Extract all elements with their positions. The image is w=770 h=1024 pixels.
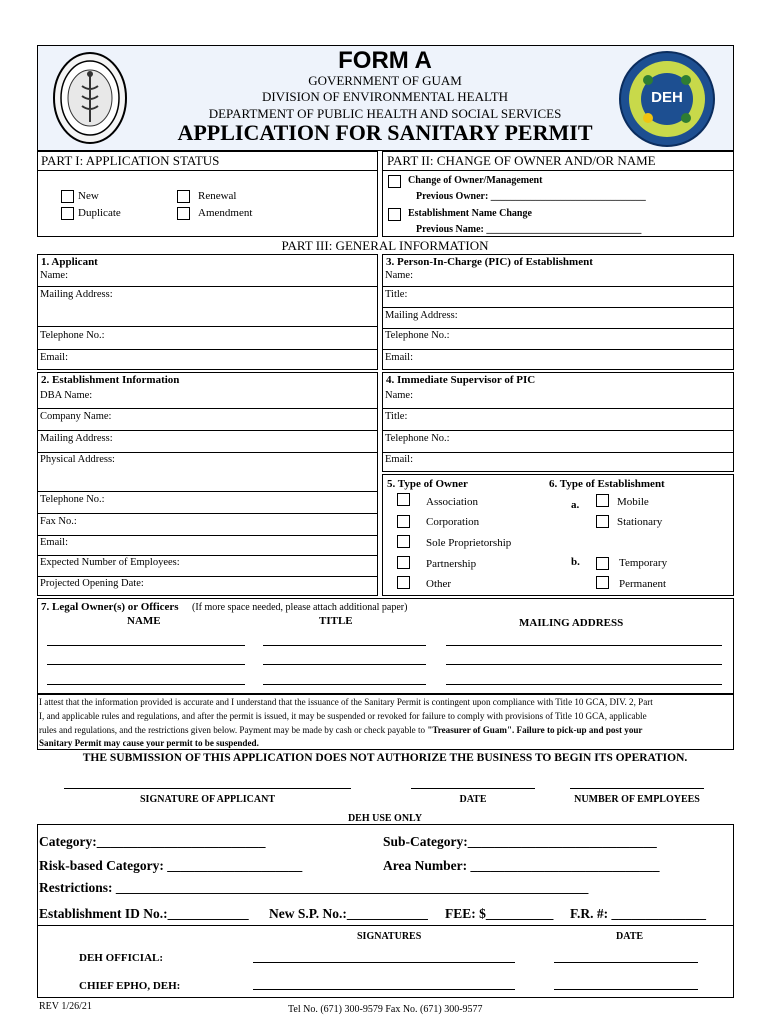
owner-address-line-2[interactable] (446, 664, 722, 665)
pic-phone-label: Telephone No.: (385, 330, 450, 341)
applicant-phone-label: Telephone No.: (40, 330, 105, 341)
part3-title: PART III: GENERAL INFORMATION (281, 238, 489, 253)
owner-type-heading: 5. Type of Owner (387, 478, 468, 490)
sole-proprietorship-checkbox[interactable] (397, 535, 410, 548)
applicant-email-field[interactable] (37, 352, 378, 370)
supervisor-phone-label: Telephone No.: (385, 433, 450, 444)
employees-label: Expected Number of Employees: (40, 557, 180, 568)
duplicate-checkbox[interactable] (61, 207, 74, 220)
establishment-type-a: a. (571, 499, 580, 511)
deh-official-date-line[interactable] (554, 962, 698, 963)
restrictions-field[interactable]: Restrictions: ______________________________________________________________________ (39, 880, 589, 895)
fax-label: Fax No.: (40, 516, 77, 527)
opening-date-label: Projected Opening Date: (40, 578, 144, 589)
pic-email-field[interactable] (382, 352, 734, 370)
company-name-label: Company Name: (40, 411, 112, 422)
name-column-header: NAME (127, 615, 161, 627)
pic-title-label: Title: (385, 289, 408, 300)
deh-official-signature-line[interactable] (253, 962, 515, 963)
employees-signature-line[interactable] (570, 788, 704, 789)
owner-name-line-1[interactable] (47, 645, 245, 646)
attestation-line-4: Sanitary Permit may cause your permit to be suspended. (39, 738, 259, 748)
supervisor-name-label: Name: (385, 390, 413, 401)
change-owner-label: Change of Owner/Management (408, 175, 543, 186)
name-change-label: Establishment Name Change (408, 208, 532, 219)
supervisor-email-field[interactable] (382, 454, 734, 472)
owner-title-line-1[interactable] (263, 645, 426, 646)
physical-address-label: Physical Address: (40, 454, 115, 465)
amendment-checkbox[interactable] (177, 207, 190, 220)
supervisor-title-label: Title: (385, 411, 408, 422)
chief-epho-signature-line[interactable] (253, 989, 515, 990)
employees-field[interactable] (37, 557, 378, 577)
new-sp-field[interactable]: New S.P. No.:____________ (269, 906, 428, 921)
category-field[interactable]: Category:_________________________ (39, 834, 266, 849)
legal-owners-heading: 7. Legal Owner(s) or Officers (41, 601, 179, 613)
government-line: GOVERNMENT OF GUAM (308, 73, 462, 88)
form-title: FORM A (338, 47, 432, 74)
previous-name-field[interactable]: Previous Name: _______________________________ (416, 224, 642, 235)
department-line: DEPARTMENT OF PUBLIC HEALTH AND SOCIAL SERVICES (208, 106, 562, 121)
partnership-label: Partnership (426, 558, 477, 570)
temporary-label: Temporary (619, 557, 668, 569)
mobile-label: Mobile (617, 496, 649, 508)
applicant-phone-field[interactable] (37, 330, 378, 350)
deh-use-only-label: DEH USE ONLY (347, 813, 423, 824)
establishment-id-field[interactable]: Establishment ID No.:____________ (39, 906, 249, 921)
contact-info: Tel No. (671) 300-9579 Fax No. (671) 300-9577 (288, 1004, 483, 1015)
stationary-checkbox[interactable] (596, 515, 609, 528)
area-number-field[interactable]: Area Number: ____________________________ (383, 858, 660, 873)
attestation-line-3a: rules and regulations, and the restrictions given below. Payment may be made by cash or check payable to (39, 725, 428, 735)
dba-name-label: DBA Name: (40, 390, 93, 401)
address-column-header: MAILING ADDRESS (519, 617, 624, 629)
est-email-label: Email: (40, 537, 68, 548)
signatures-header: SIGNATURES (357, 931, 422, 942)
deh-seal-label: DEH (651, 89, 683, 106)
supervisor-title-field[interactable] (382, 411, 734, 431)
renewal-checkbox[interactable] (177, 190, 190, 203)
physical-address-field[interactable] (37, 454, 378, 492)
division-line: DIVISION OF ENVIRONMENTAL HEALTH (261, 89, 509, 104)
stationary-label: Stationary (617, 516, 663, 528)
date-signature-line[interactable] (411, 788, 535, 789)
pic-name-field[interactable] (382, 270, 734, 287)
attestation-line-3b: "Treasurer of Guam". Failure to pick-up and post your (427, 725, 643, 735)
applicant-mailing-label: Mailing Address: (40, 289, 113, 300)
owner-name-line-2[interactable] (47, 664, 245, 665)
sub-category-field[interactable]: Sub-Category:____________________________ (383, 834, 657, 849)
applicant-name-label: Name: (40, 270, 68, 281)
mobile-checkbox[interactable] (596, 494, 609, 507)
establishment-type-b: b. (571, 556, 580, 568)
supervisor-email-label: Email: (385, 454, 413, 465)
part1-title: PART I: APPLICATION STATUS (41, 153, 220, 168)
est-phone-label: Telephone No.: (40, 494, 105, 505)
supervisor-phone-field[interactable] (382, 433, 734, 453)
supervisor-name-field[interactable] (382, 390, 734, 409)
attestation-line-2: I, and applicable rules and regulations, and after the permit is issued, it may be suspended or revoked for failure to comply with provisions of Title 10 GCA, applicable (39, 711, 647, 721)
applicant-signature-line[interactable] (64, 788, 351, 789)
risk-category-field[interactable]: Risk-based Category: ____________________ (39, 858, 303, 873)
renewal-label: Renewal (198, 190, 237, 202)
chief-epho-label: CHIEF EPHO, DEH: (79, 980, 181, 992)
association-checkbox[interactable] (397, 493, 410, 506)
permanent-label: Permanent (619, 578, 667, 590)
applicant-email-label: Email: (40, 352, 68, 363)
previous-owner-field[interactable]: Previous Owner: _______________________________ (416, 191, 646, 202)
pic-phone-field[interactable] (382, 330, 734, 350)
owner-title-line-2[interactable] (263, 664, 426, 665)
association-label: Association (426, 496, 478, 508)
est-mailing-label: Mailing Address: (40, 433, 113, 444)
sole-proprietorship-label: Sole Proprietorship (426, 537, 512, 549)
part2-title-rule (382, 170, 734, 171)
temporary-checkbox[interactable] (596, 557, 609, 570)
supervisor-heading: 4. Immediate Supervisor of PIC (386, 374, 536, 386)
application-title: APPLICATION FOR SANITARY PERMIT (177, 120, 593, 145)
amendment-label: Amendment (198, 207, 253, 219)
owner-address-line-1[interactable] (446, 645, 722, 646)
partnership-checkbox[interactable] (397, 556, 410, 569)
pic-mailing-label: Mailing Address: (385, 310, 458, 321)
pic-heading: 3. Person-In-Charge (PIC) of Establishment (386, 256, 593, 268)
owner-address-line-3[interactable] (446, 684, 722, 685)
applicant-mailing-field[interactable] (37, 289, 378, 327)
legal-owners-note: (If more space needed, please attach additional paper) (192, 602, 408, 613)
date-signature-label: DATE (459, 794, 487, 805)
establishment-type-heading: 6. Type of Establishment (549, 478, 665, 490)
owner-title-line-3[interactable] (263, 684, 426, 685)
applicant-signature-label: SIGNATURE OF APPLICANT (139, 794, 275, 805)
new-label: New (78, 190, 99, 202)
other-owner-label: Other (426, 578, 452, 590)
pic-email-label: Email: (385, 352, 413, 363)
duplicate-label: Duplicate (78, 207, 121, 219)
name-change-checkbox[interactable] (388, 208, 401, 221)
pic-mailing-field[interactable] (382, 310, 734, 329)
change-owner-checkbox[interactable] (388, 175, 401, 188)
est-phone-field[interactable] (37, 494, 378, 514)
permanent-checkbox[interactable] (596, 576, 609, 589)
deh-official-label: DEH OFFICIAL: (79, 952, 164, 964)
pic-title-field[interactable] (382, 289, 734, 308)
employees-signature-label: NUMBER OF EMPLOYEES (574, 794, 700, 805)
part1-title-rule (37, 170, 378, 171)
part2-title: PART II: CHANGE OF OWNER AND/OR NAME (387, 153, 656, 168)
pic-name-label: Name: (385, 270, 413, 281)
revision-label: REV 1/26/21 (39, 1001, 92, 1012)
attestation-line-3 (39, 725, 642, 735)
new-checkbox[interactable] (61, 190, 74, 203)
opening-date-field[interactable] (37, 578, 378, 596)
fr-number-field[interactable]: F.R. #: ______________ (570, 906, 707, 921)
title-column-header: TITLE (319, 615, 353, 627)
corporation-checkbox[interactable] (397, 515, 410, 528)
est-mailing-field[interactable] (37, 433, 378, 453)
authorization-notice: THE SUBMISSION OF THIS APPLICATION DOES NOT AUTHORIZE THE BUSINESS TO BEGIN ITS OPERATION. (82, 752, 688, 764)
attestation-line-1: I attest that the information provided is accurate and I understand that the issuance of the Sanitary Permit is contingent upon compliance with Title 10 GCA, DIV. 2, Part (39, 697, 653, 707)
establishment-heading: 2. Establishment Information (41, 374, 180, 386)
fee-field[interactable]: FEE: $__________ (445, 906, 554, 921)
owner-name-line-3[interactable] (47, 684, 245, 685)
applicant-name-field[interactable] (37, 270, 378, 287)
signatures-date-header: DATE (616, 931, 644, 942)
company-name-field[interactable] (37, 411, 378, 431)
dba-name-field[interactable] (37, 390, 378, 409)
corporation-label: Corporation (426, 516, 480, 528)
applicant-heading: 1. Applicant (41, 256, 98, 268)
fax-field[interactable] (37, 516, 378, 536)
other-owner-checkbox[interactable] (397, 576, 410, 589)
est-email-field[interactable] (37, 537, 378, 556)
chief-epho-date-line[interactable] (554, 989, 698, 990)
